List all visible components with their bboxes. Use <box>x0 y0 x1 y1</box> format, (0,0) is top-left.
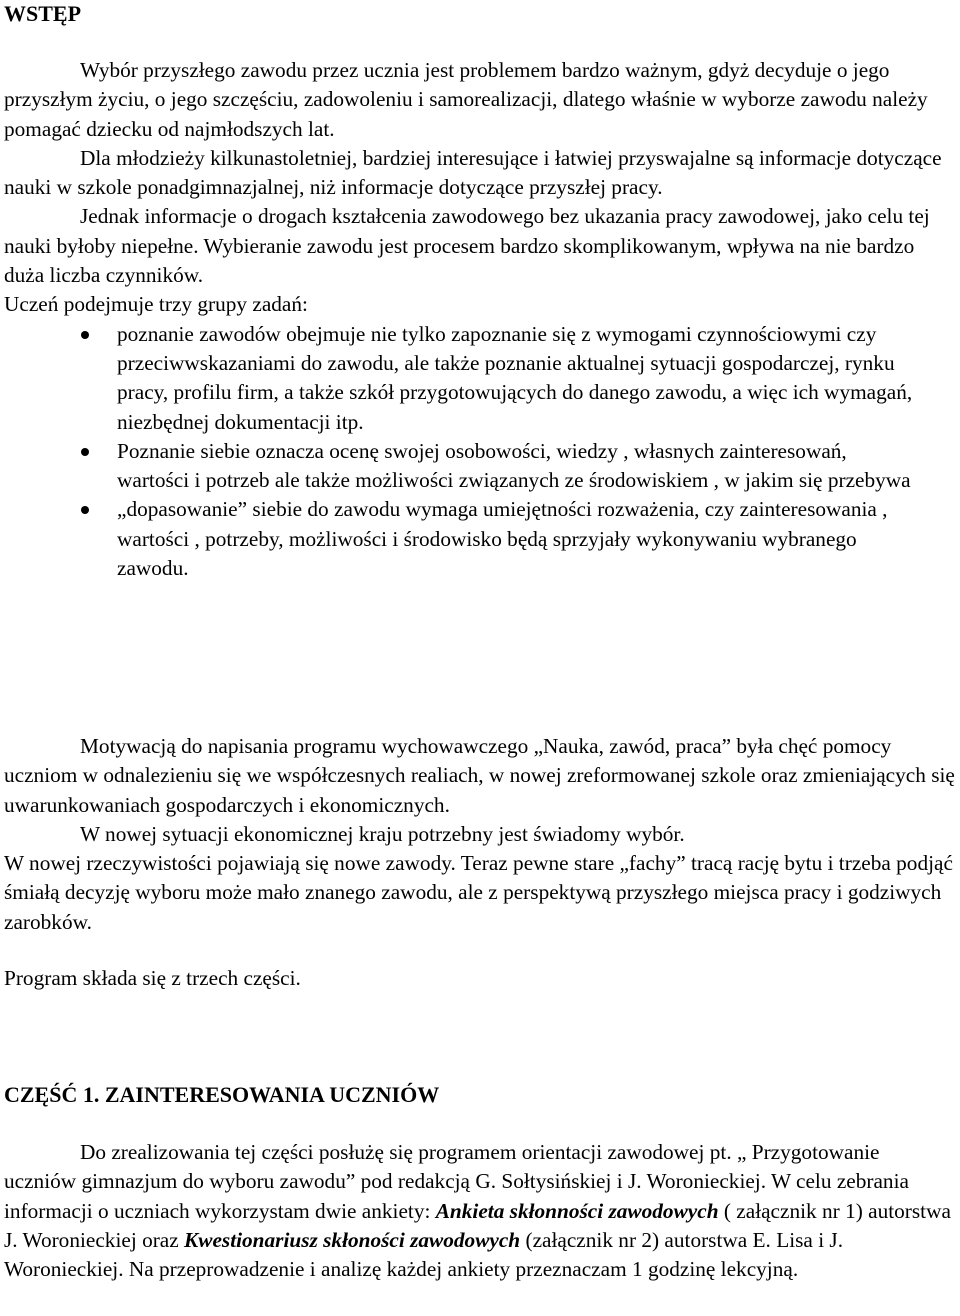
list-item-text: Poznanie siebie oznacza ocenę swojej osobowości, wiedzy , własnych zainteresowań, wartości i potrzeb ale także możliwości związanych ze środowiskiem , w jakim się przebywa <box>117 438 911 493</box>
intro-section <box>4 56 956 583</box>
bullet-icon <box>81 448 89 456</box>
intro-paragraph-3: Jednak informacje o drogach kształcenia zawodowego bez ukazania pracy zawodowej, jako celu tej nauki byłoby niepełne. Wybieranie zawodu jest procesem bardzo skomplikowanym, wpływa na nie bardzo duża liczba czynników. <box>4 204 930 288</box>
list-item <box>4 437 917 496</box>
intro-heading: WSTĘP <box>4 1 82 26</box>
kwestionariusz-title-italic: skłoności zawodowych <box>317 1227 521 1252</box>
tasks-list <box>4 320 956 584</box>
list-item <box>4 495 917 583</box>
motivation-paragraph-1: Motywacją do napisania programu wychowawczego „Nauka, zawód, praca” była chęć pomocy uczniom w odnalezieniu się we współczesnych realiach, w nowej zreformowanej szkole oraz zmieniających się uwarunkowaniach gospodarczych i ekonomicznych. <box>4 734 955 817</box>
bullet-icon <box>81 331 89 339</box>
list-item-text: „dopasowanie” siebie do zawodu wymaga umiejętności rozważenia, czy zainteresowania , wartości , potrzeby, możliwości i środowisko będą sprzyjały wykonywaniu wybranego zawodu. <box>117 497 888 581</box>
list-item-text: poznanie zawodów obejmuje nie tylko zapoznanie się z wymogami czynnościowymi czy przeciwwskazaniami do zawodu, ale także poznanie aktualnej sytuacji gospodarczej, rynku pracy, profilu firm, a także szkół przygotowujących do danego zawodu, a więc ich wymagań, niezbędnej dokumentacji itp. <box>117 321 913 434</box>
motivation-section <box>4 732 956 937</box>
motivation-paragraph-2: W nowej sytuacji ekonomicznej kraju potrzebny jest świadomy wybór. <box>80 821 685 846</box>
part1-section <box>4 1138 956 1284</box>
part1-heading: CZĘŚĆ 1. ZAINTERESOWANIA UCZNIÓW <box>4 1082 440 1107</box>
intro-paragraph-1: Wybór przyszłego zawodu przez ucznia jest problemem bardzo ważnym, gdyż decyduje o jego przyszłym życiu, o jego szczęściu, zadowoleniu i samorealizacji, dlatego właśnie w wyborze zawodu należy pomagać dziecku od najmłodszych lat. <box>4 58 928 141</box>
list-item <box>4 320 917 437</box>
part1-text-1: Do zrealizowania tej części posłużę się programem orientacji zawodowej pt. „ Przygotowanie uczniów gimnazjum do wyboru zawodu” pod redakcją G. Sołtysińskiej i J. Woronieckiej. W celu zebrania informacji o uczniach wykorzystam dwie ankiety: <box>4 1140 909 1223</box>
part1-text-3: (załącznik nr 2) autorstwa E. Lisa i J. Woronieckiej. Na przeprowadzenie i analizę każdej ankiety przeznaczam 1 godzinę lekcyjną. <box>4 1227 844 1282</box>
kwestionariusz-title-bold: Kwestionariusz <box>184 1227 318 1252</box>
program-summary <box>4 964 956 993</box>
motivation-paragraph-3: W nowej rzeczywistości pojawiają się nowe zawody. Teraz pewne stare „fachy” tracą rację bytu i trzeba podjąć śmiałą decyzję wyboru może mało znanego zawodu, ale z perspektywą przyszłego miejsca pracy i godziwych zarobków. <box>4 851 953 934</box>
part1-paragraph <box>4 1138 956 1284</box>
bullet-icon <box>81 506 89 514</box>
part1-text-2: ( załącznik nr 1) autorstwa J. Woronieckiej oraz <box>4 1198 951 1252</box>
motivation-paragraph-4: Program składa się z trzech części. <box>4 966 301 990</box>
ankieta-title: Ankieta skłonności zawodowych <box>435 1198 719 1223</box>
intro-paragraph-2: Dla młodzieży kilkunastoletniej, bardziej interesujące i łatwiej przyswajalne są informacje dotyczące nauki w szkole ponadgimnazjalnej, niż informacje dotyczące przyszłej pracy. <box>4 145 942 200</box>
intro-paragraph-4: Uczeń podejmuje trzy grupy zadań: <box>4 292 308 317</box>
